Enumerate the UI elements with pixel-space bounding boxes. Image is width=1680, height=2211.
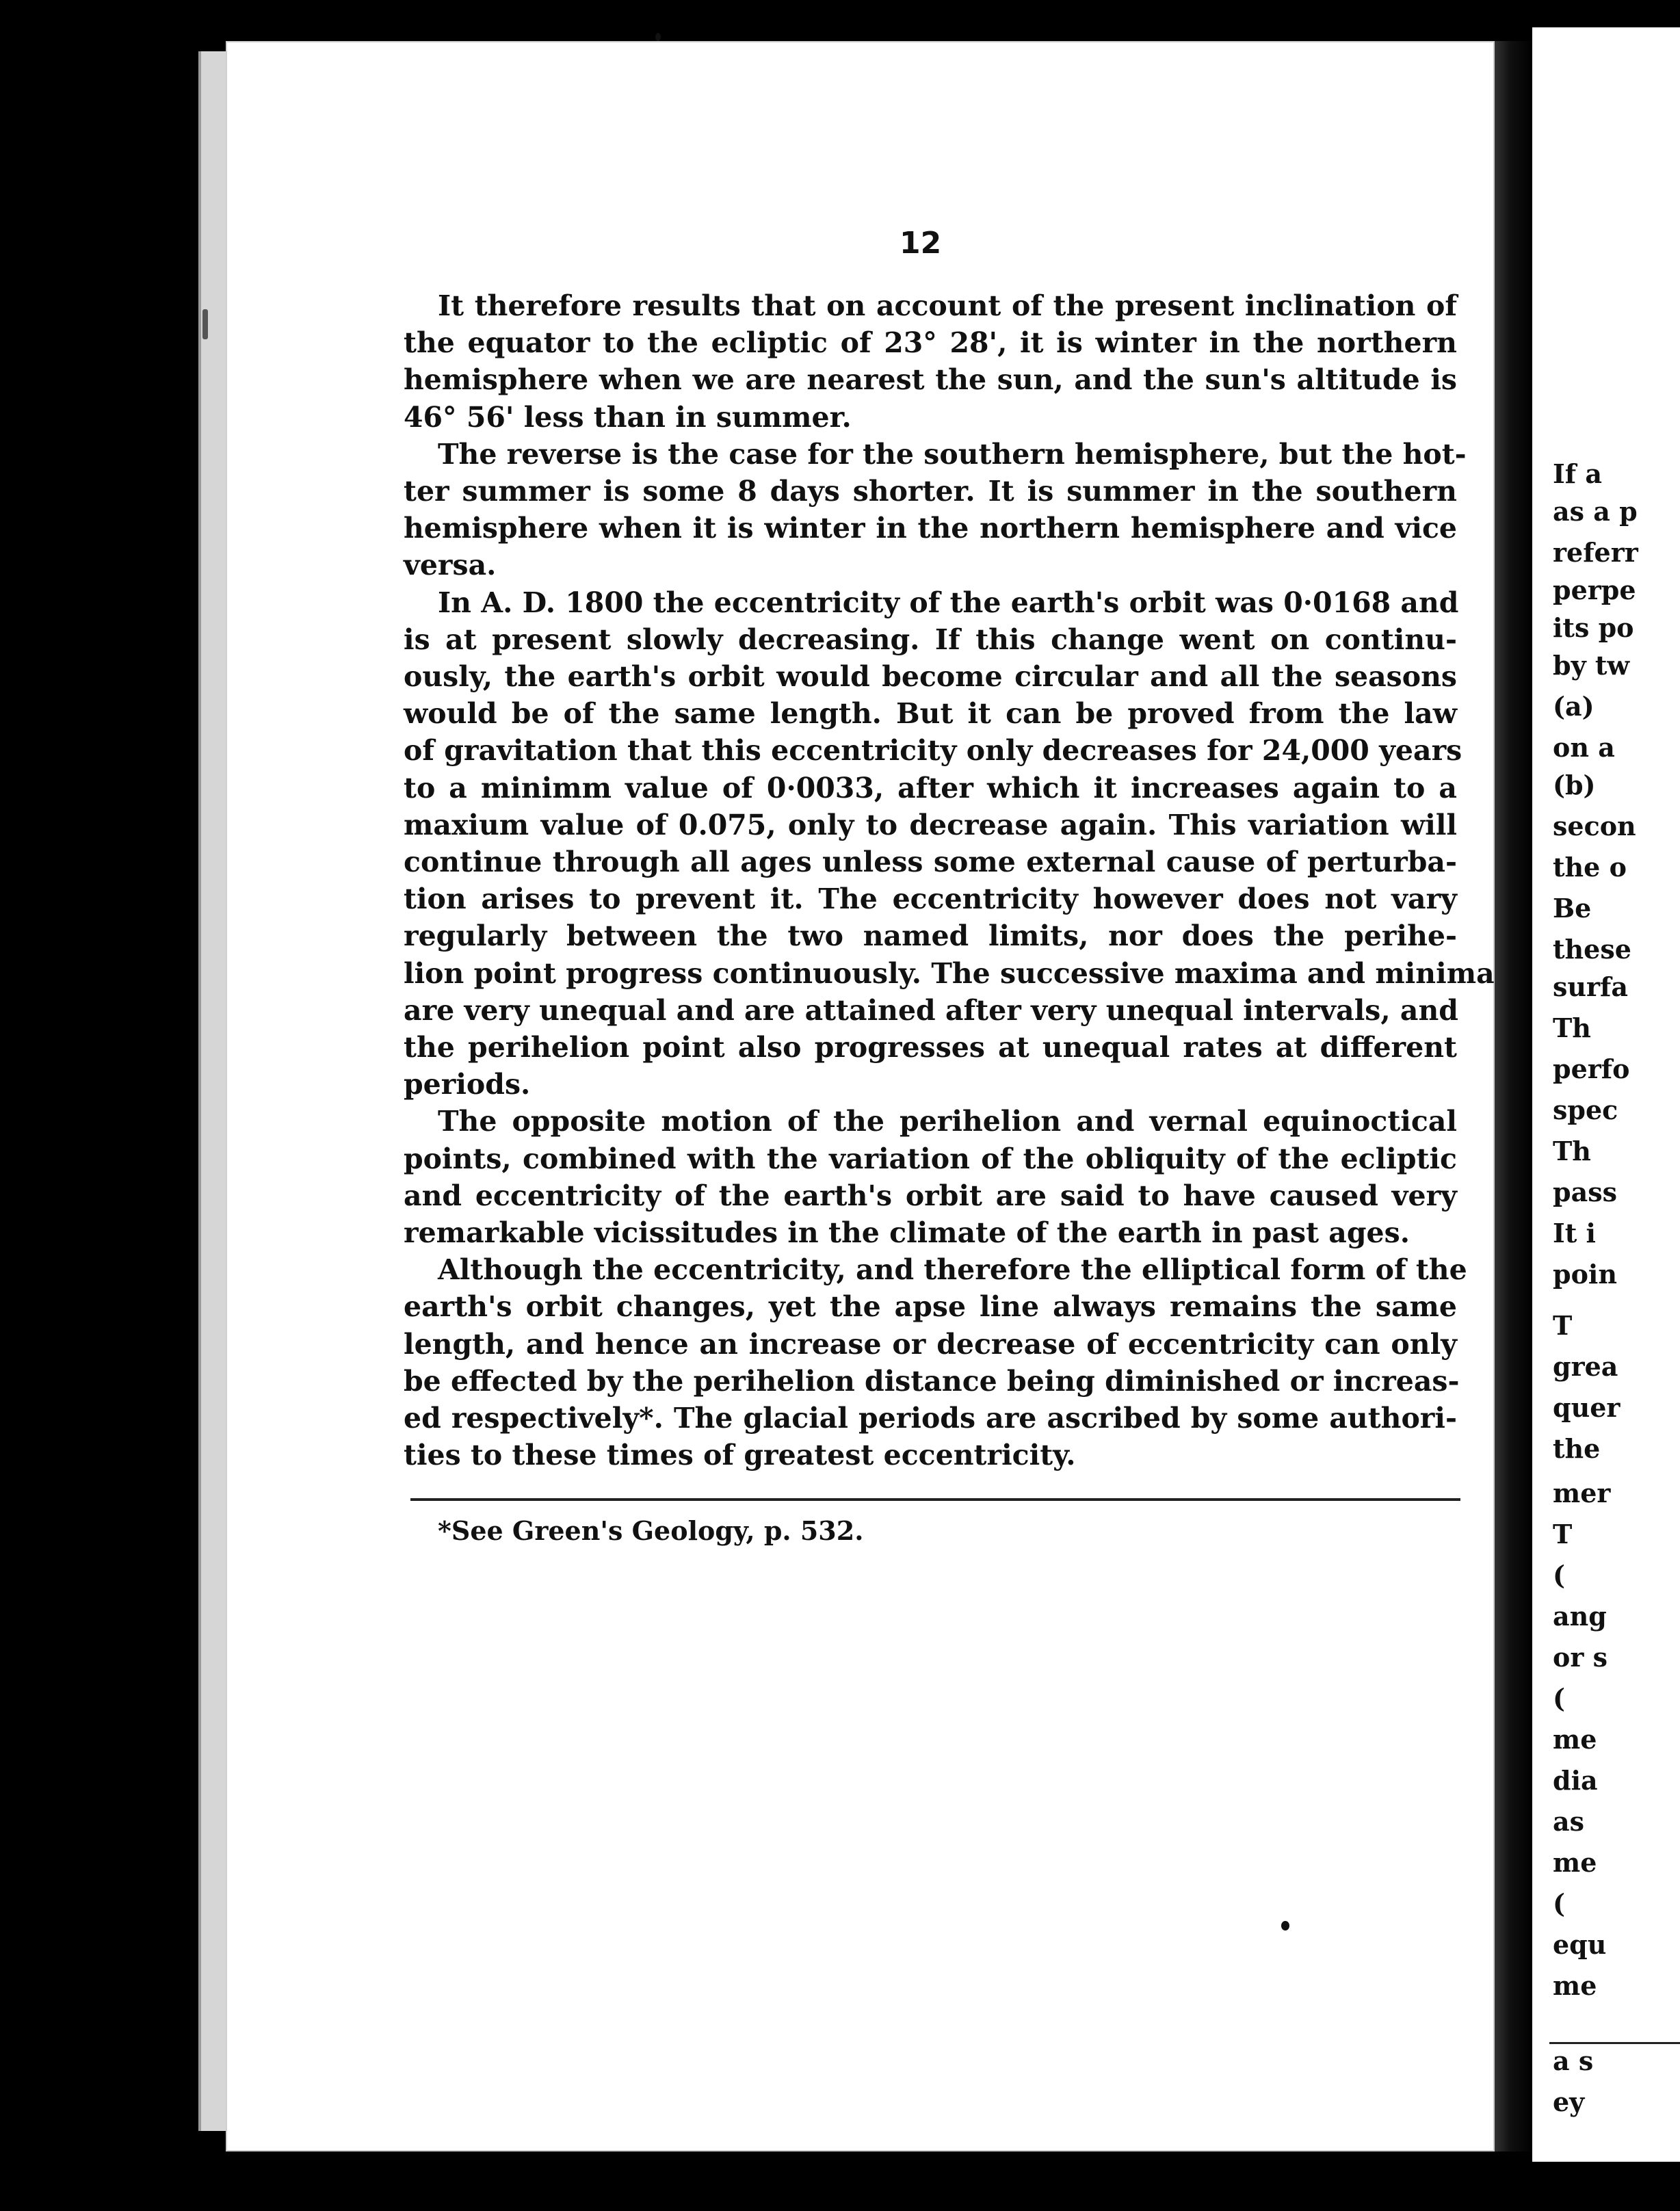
facing-page-text-fragment: as: [1553, 1806, 1585, 1837]
text-line: It therefore results that on account of the present inclination of: [438, 289, 1457, 322]
text-line: the perihelion point also progresses at unequal rates at different: [404, 1031, 1457, 1064]
facing-page-text-fragment: as a p: [1553, 496, 1638, 527]
facing-page-text-fragment: surfa: [1553, 971, 1629, 1002]
text-line: periods.: [404, 1068, 531, 1101]
text-line: the equator to the ecliptic of 23° 28', it is winter in the northern: [404, 326, 1457, 360]
text-line: remarkable vicissitudes in the climate of the earth in past ages.: [404, 1216, 1410, 1250]
facing-page-text-fragment: perfo: [1553, 1054, 1630, 1084]
facing-page-text-fragment: by tw: [1553, 650, 1630, 681]
facing-page-text-fragment: secon: [1553, 811, 1636, 841]
text-line: is at present slowly decreasing. If this change went on continu-: [404, 623, 1457, 656]
text-line: be effected by the perihelion distance being diminished or increas-: [404, 1364, 1460, 1398]
facing-page-text-fragment: T: [1553, 1310, 1573, 1341]
text-line: ter summer is some 8 days shorter. It is summer in the southern: [404, 475, 1457, 508]
text-line: Although the eccentricity, and therefore the elliptical form of the: [438, 1253, 1467, 1287]
footnote-divider: [410, 1498, 1460, 1501]
facing-page-text-fragment: grea: [1553, 1351, 1618, 1382]
facing-page-text-fragment: on a: [1553, 732, 1615, 763]
text-line: In A. D. 1800 the eccentricity of the earth's orbit was 0·0168 and: [438, 586, 1459, 619]
text-line: tion arises to prevent it. The eccentricity however does not vary: [404, 882, 1457, 916]
text-line: hemisphere when it is winter in the northern hemisphere and vice: [404, 512, 1457, 545]
facing-page-text-fragment: perpe: [1553, 575, 1636, 605]
text-line: hemisphere when we are nearest the sun, and the sun's altitude is: [404, 363, 1457, 397]
text-line: length, and hence an increase or decrease of eccentricity can only: [404, 1327, 1457, 1361]
facing-page-text-fragment: ang: [1553, 1601, 1607, 1632]
facing-page-text-fragment: spec: [1553, 1095, 1618, 1125]
facing-page-rule: [1549, 2042, 1680, 2044]
facing-page-text-fragment: poin: [1553, 1259, 1617, 1290]
facing-page-text-fragment: pass: [1553, 1177, 1617, 1207]
facing-page-text-fragment: If a: [1553, 458, 1602, 489]
facing-page: [1532, 27, 1680, 2162]
facing-page-text-fragment: (: [1553, 1683, 1565, 1714]
text-line: and eccentricity of the earth's orbit are said to have caused very: [404, 1179, 1457, 1212]
text-line: earth's orbit changes, yet the apse line always remains the same: [404, 1290, 1457, 1324]
book-gutter: [1495, 41, 1532, 2151]
facing-page-text-fragment: ey: [1553, 2086, 1585, 2117]
facing-page-text-fragment: Be: [1553, 893, 1592, 924]
facing-page-text-fragment: me: [1553, 1847, 1597, 1878]
text-line: lion point progress continuously. The successive maxima and minima: [404, 956, 1495, 990]
text-line: continue through all ages unless some external cause of perturba-: [404, 846, 1457, 879]
facing-page-text-fragment: these: [1553, 934, 1631, 965]
footnote: *See Green's Geology, p. 532.: [438, 1515, 864, 1546]
text-line: versa.: [404, 549, 497, 582]
facing-page-text-fragment: It i: [1553, 1218, 1596, 1248]
facing-page-text-fragment: me: [1553, 1970, 1597, 2001]
text-line: are very unequal and are attained after very unequal intervals, and: [404, 993, 1458, 1027]
text-line: 46° 56' less than in summer.: [404, 400, 852, 434]
text-line: regularly between the two named limits, nor does the perihe-: [404, 919, 1457, 953]
facing-page-text-fragment: dia: [1553, 1765, 1598, 1796]
facing-page-text-fragment: Th: [1553, 1012, 1591, 1043]
facing-page-text-fragment: its po: [1553, 612, 1634, 643]
text-line: ed respectively*. The glacial periods are ascribed by some authori-: [404, 1402, 1457, 1435]
text-line: The opposite motion of the perihelion and vernal equinoctical: [438, 1105, 1457, 1138]
facing-page-text-fragment: referr: [1553, 537, 1638, 568]
facing-page-text-fragment: (b): [1553, 770, 1596, 800]
ink-speck: [1281, 1921, 1289, 1931]
page-number: 12: [900, 226, 942, 261]
facing-page-text-fragment: (a): [1553, 691, 1594, 722]
facing-page-text-fragment: a s: [1553, 2045, 1594, 2076]
facing-page-text-fragment: or s: [1553, 1642, 1607, 1673]
facing-page-text-fragment: T: [1553, 1519, 1573, 1549]
facing-page-text-fragment: Th: [1553, 1136, 1591, 1166]
facing-page-text-fragment: the o: [1553, 852, 1627, 882]
body-text: [404, 287, 1495, 1474]
facing-page-text-fragment: (: [1553, 1888, 1565, 1919]
facing-page-text-fragment: quer: [1553, 1392, 1620, 1423]
facing-page-text-fragment: (: [1553, 1560, 1565, 1591]
facing-page-text-fragment: mer: [1553, 1478, 1611, 1508]
text-line: The reverse is the case for the southern hemisphere, but the hot-: [438, 437, 1467, 471]
facing-page-text-fragment: equ: [1553, 1929, 1607, 1960]
text-line: ties to these times of greatest eccentricity.: [404, 1439, 1076, 1472]
text-line: to a minimm value of 0·0033, after which it increases again to a: [404, 771, 1457, 804]
ink-speck: [202, 309, 208, 339]
facing-page-text-fragment: the: [1553, 1433, 1601, 1464]
ink-speck: [655, 33, 661, 41]
text-line: of gravitation that this eccentricity only decreases for 24,000 years: [404, 734, 1462, 768]
text-line: maxium value of 0.075, only to decrease again. This variation will: [404, 808, 1457, 841]
text-line: ously, the earth's orbit would become circular and all the seasons: [404, 660, 1457, 694]
facing-page-text-fragment: me: [1553, 1724, 1597, 1755]
text-line: points, combined with the variation of the obliquity of the ecliptic: [404, 1142, 1457, 1175]
text-line: would be of the same length. But it can be proved from the law: [404, 697, 1457, 731]
